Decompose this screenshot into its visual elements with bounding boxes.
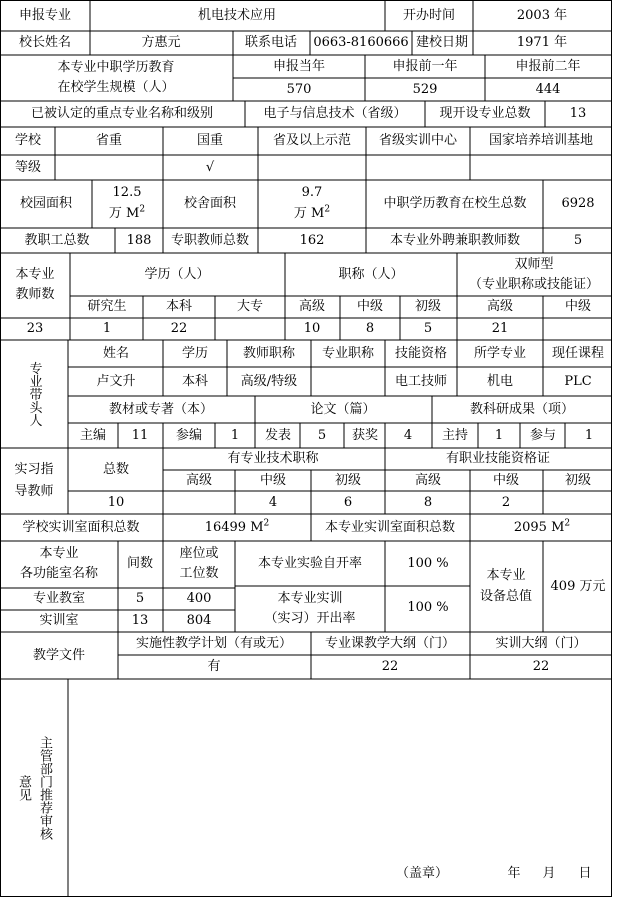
building-area-label: 校舍面积 bbox=[183, 196, 237, 211]
enrollment-label: 中职学历教育在校生总数 bbox=[383, 196, 527, 211]
date-month-label: 月 bbox=[542, 866, 556, 881]
level-header-center: 省级实训中心 bbox=[378, 133, 458, 148]
papers-header: 论文（篇） bbox=[310, 402, 376, 417]
publish-value: 5 bbox=[317, 428, 327, 443]
experiment-rate-label: 本专业实验自开率 bbox=[257, 556, 363, 571]
teachers-total: 23 bbox=[26, 321, 44, 336]
date-day-label: 日 bbox=[578, 866, 592, 881]
leader-h-major: 所学专业 bbox=[473, 346, 527, 361]
leader-skill: 电工技师 bbox=[394, 374, 448, 389]
docs-h-training: 实训大纲（门） bbox=[495, 636, 587, 651]
scale-value-current: 570 bbox=[286, 82, 312, 97]
level-header-national: 国重 bbox=[196, 133, 224, 148]
school-level-label-a: 学校 bbox=[14, 133, 42, 148]
award-value: 4 bbox=[403, 428, 413, 443]
rooms-seats-line2: 工位数 bbox=[179, 566, 219, 581]
room2-name: 实训室 bbox=[39, 613, 79, 628]
training-rate-value: 100 % bbox=[407, 600, 449, 615]
rooms-seats-line1: 座位或 bbox=[179, 546, 219, 561]
major-lab-value: 2095 $M^2$ bbox=[513, 518, 571, 535]
room1-name: 专业教室 bbox=[32, 591, 86, 606]
docs-plan: 有 bbox=[207, 659, 221, 674]
coeditor-value: 1 bbox=[230, 428, 240, 443]
col-bachelor: 本科 bbox=[165, 299, 193, 314]
teachers-graduate: 1 bbox=[102, 321, 112, 336]
recognized-value: 电子与信息技术（省级） bbox=[263, 106, 407, 121]
editor-label: 主编 bbox=[79, 428, 107, 443]
intern-cert-senior: 8 bbox=[423, 495, 433, 510]
editor-value: 11 bbox=[131, 428, 149, 443]
col-dual-senior: 高级 bbox=[486, 299, 514, 314]
phone-label: 联系电话 bbox=[244, 35, 298, 50]
rooms-name-line2: 各功能室名称 bbox=[19, 566, 99, 581]
intern-label-line1: 实习指 bbox=[14, 462, 54, 477]
leader-major: 机电 bbox=[486, 374, 514, 389]
leader-h-name: 姓名 bbox=[102, 346, 130, 361]
award-label: 获奖 bbox=[351, 428, 379, 443]
campus-area-label: 校园面积 bbox=[19, 196, 73, 211]
books-header: 教材或专著（本） bbox=[108, 402, 214, 417]
room1-seats: 400 bbox=[186, 591, 212, 606]
join-label: 参与 bbox=[529, 428, 557, 443]
leader-h-title: 教师职称 bbox=[242, 346, 296, 361]
skill-cert-header: 有职业技能资格证 bbox=[445, 451, 551, 466]
principal-label: 校长姓名 bbox=[18, 35, 72, 50]
scale-label-line2: 在校学生规模（人） bbox=[57, 80, 175, 95]
leader-title: 高级/特级 bbox=[240, 374, 298, 389]
fulltime-value: 162 bbox=[299, 233, 325, 248]
publish-label: 发表 bbox=[264, 428, 292, 443]
founded-label: 建校日期 bbox=[415, 35, 469, 50]
level-header-demo: 省及以上示范 bbox=[272, 133, 352, 148]
campus-area-value: 12.5 bbox=[112, 185, 142, 200]
phone-value: 0663-8160666 bbox=[313, 35, 409, 50]
leader-course: PLC bbox=[564, 374, 592, 389]
intern-tech-middle: 4 bbox=[268, 495, 278, 510]
col-junior: 初级 bbox=[414, 299, 442, 314]
specialty-label: 申报专业 bbox=[18, 8, 72, 23]
recognized-label: 已被认定的重点专业名称和级别 bbox=[30, 106, 214, 121]
leader-edu: 本科 bbox=[181, 374, 209, 389]
teachers-label-line2: 教师数 bbox=[15, 287, 55, 302]
experiment-rate-value: 100 % bbox=[407, 556, 449, 571]
equip-label-line1: 本专业 bbox=[486, 568, 526, 583]
founded-value: 1971 年 bbox=[516, 35, 568, 50]
principal-value: 方惠元 bbox=[141, 35, 181, 50]
school-level-label-b: 等级 bbox=[14, 160, 42, 175]
intern-h-cert-junior: 初级 bbox=[564, 473, 592, 488]
rooms-count-label: 间数 bbox=[126, 556, 154, 571]
coeditor-label: 参编 bbox=[175, 428, 203, 443]
scale-value-prev1: 529 bbox=[412, 82, 438, 97]
teachers-label-line1: 本专业 bbox=[15, 267, 55, 282]
scale-header-prev1: 申报前一年 bbox=[392, 59, 458, 74]
leader-name: 卢文升 bbox=[96, 374, 136, 389]
intern-h-cert-middle: 中级 bbox=[492, 473, 520, 488]
equip-label-line2: 设备总值 bbox=[479, 589, 533, 604]
leader-h-course: 现任课程 bbox=[551, 346, 605, 361]
intern-h-middle: 中级 bbox=[259, 473, 287, 488]
teachers-junior: 5 bbox=[423, 321, 433, 336]
teaching-docs-label: 教学文件 bbox=[32, 648, 86, 663]
tech-title-header: 有专业技术职称 bbox=[227, 451, 319, 466]
education-header: 学历（人） bbox=[144, 267, 210, 282]
intern-total-label: 总数 bbox=[102, 462, 130, 477]
date-year-label: 年 bbox=[507, 866, 521, 881]
equip-value: 409 万元 bbox=[550, 579, 606, 594]
host-label: 主持 bbox=[441, 428, 469, 443]
leader-h-edu: 学历 bbox=[181, 346, 209, 361]
checkmark-icon: √ bbox=[205, 160, 215, 175]
staff-total-value: 188 bbox=[126, 233, 152, 248]
room2-seats: 804 bbox=[186, 613, 212, 628]
col-college: 大专 bbox=[236, 299, 264, 314]
teachers-senior: 10 bbox=[303, 321, 321, 336]
intern-h-junior: 初级 bbox=[334, 473, 362, 488]
major-lab-label: 本专业实训室面积总数 bbox=[324, 520, 456, 535]
start-time-label: 开办时间 bbox=[402, 8, 456, 23]
intern-cert-middle: 2 bbox=[501, 495, 511, 510]
col-senior: 高级 bbox=[298, 299, 326, 314]
rooms-name-line1: 本专业 bbox=[39, 546, 79, 561]
enrollment-value: 6928 bbox=[561, 196, 595, 211]
major-count-value: 13 bbox=[569, 106, 587, 121]
building-area-value: 9.7 bbox=[301, 185, 323, 200]
title-header: 职称（人） bbox=[338, 267, 404, 282]
research-header: 教科研成果（项） bbox=[469, 402, 575, 417]
school-lab-label: 学校实训室面积总数 bbox=[22, 520, 140, 535]
level-header-base: 国家培养培训基地 bbox=[488, 133, 594, 148]
teachers-dual-senior: 21 bbox=[491, 321, 509, 336]
docs-training: 22 bbox=[532, 659, 550, 674]
leader-h-skill: 技能资格 bbox=[394, 346, 448, 361]
join-value: 1 bbox=[584, 428, 594, 443]
campus-area-unit: 万 $M^2$ bbox=[108, 204, 146, 221]
intern-label-line2: 导教师 bbox=[14, 484, 54, 499]
teachers-bachelor: 22 bbox=[170, 321, 188, 336]
intern-tech-junior: 6 bbox=[343, 495, 353, 510]
level-header-province: 省重 bbox=[95, 133, 123, 148]
review-label: 主管部门推荐审核意见 bbox=[16, 736, 52, 840]
docs-h-syllabus: 专业课教学大纲（门） bbox=[324, 636, 456, 651]
start-time-value: 2003 年 bbox=[516, 8, 568, 23]
scale-label-line1: 本专业中职学历教育 bbox=[57, 60, 175, 75]
school-lab-value: 16499 $M^2$ bbox=[204, 518, 270, 535]
intern-h-senior: 高级 bbox=[185, 473, 213, 488]
scale-header-current: 申报当年 bbox=[272, 59, 326, 74]
building-area-unit: 万 $M^2$ bbox=[293, 204, 331, 221]
scale-value-prev2: 444 bbox=[535, 82, 561, 97]
scale-header-prev2: 申报前二年 bbox=[515, 59, 581, 74]
teachers-middle: 8 bbox=[365, 321, 375, 336]
parttime-label: 本专业外聘兼职教师数 bbox=[389, 233, 521, 248]
room1-count: 5 bbox=[135, 591, 145, 606]
training-rate-line2: （实习）开出率 bbox=[264, 611, 356, 626]
col-middle: 中级 bbox=[356, 299, 384, 314]
docs-syllabus: 22 bbox=[381, 659, 399, 674]
leader-label: 专业带头人 bbox=[26, 361, 42, 427]
intern-total: 10 bbox=[107, 495, 125, 510]
room2-count: 13 bbox=[131, 613, 149, 628]
leader-h-prof: 专业职称 bbox=[321, 346, 375, 361]
specialty-value: 机电技术应用 bbox=[197, 8, 277, 23]
docs-h-plan: 实施性教学计划（有或无） bbox=[135, 636, 293, 651]
parttime-value: 5 bbox=[573, 233, 583, 248]
col-dual-middle: 中级 bbox=[564, 299, 592, 314]
host-value: 1 bbox=[494, 428, 504, 443]
dual-header-line1: 双师型 bbox=[514, 257, 554, 272]
training-rate-line1: 本专业实训 bbox=[277, 591, 343, 606]
seal-label: （盖章） bbox=[395, 866, 449, 881]
intern-h-cert-senior: 高级 bbox=[414, 473, 442, 488]
dual-header-line2: （专业职称或技能证） bbox=[468, 277, 600, 292]
fulltime-label: 专职教师总数 bbox=[170, 233, 250, 248]
major-count-label: 现开设专业总数 bbox=[439, 106, 531, 121]
staff-total-label: 教职工总数 bbox=[24, 233, 90, 248]
col-graduate: 研究生 bbox=[87, 299, 127, 314]
